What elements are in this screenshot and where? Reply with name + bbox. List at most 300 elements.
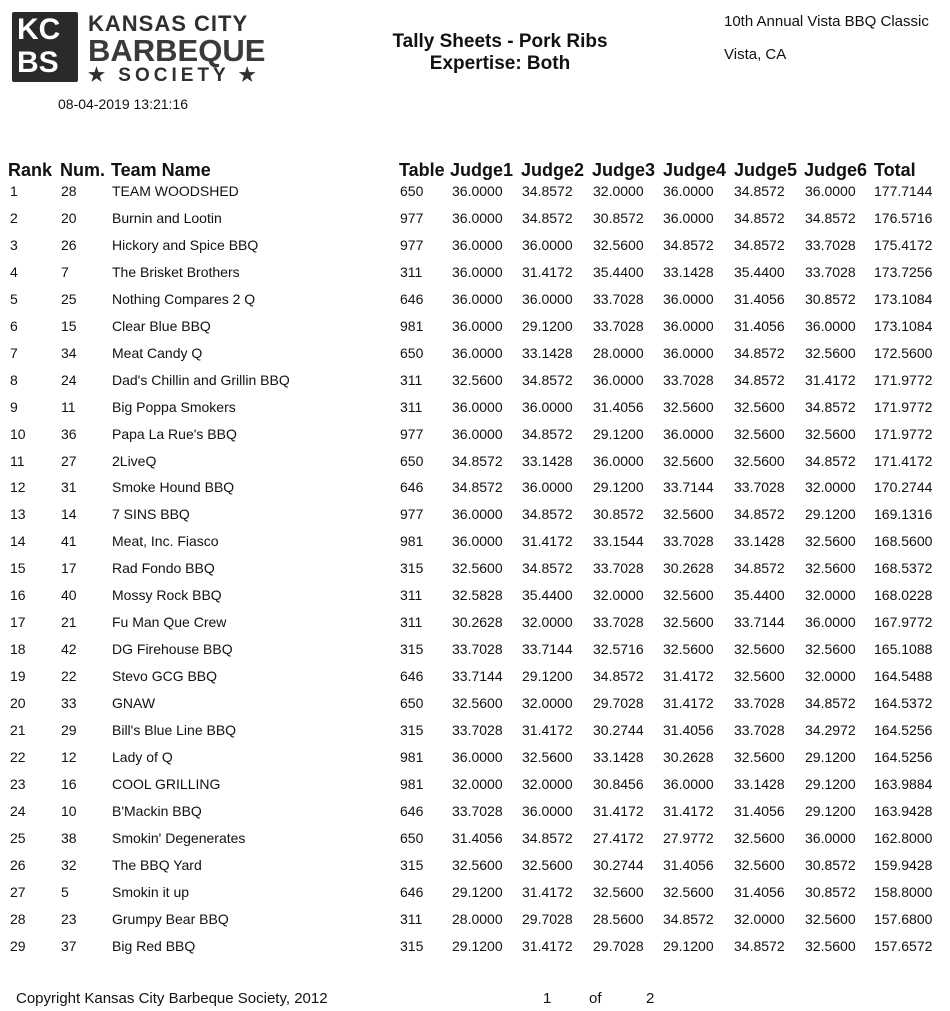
cell-judge3: 29.1200 [593,479,644,495]
cell-table: 650 [400,830,424,846]
cell-judge6: 32.5600 [805,533,856,549]
cell-judge6: 36.0000 [805,183,856,199]
cell-judge2: 33.1428 [522,453,573,469]
cell-judge6: 33.7028 [805,264,856,280]
cell-num: 12 [61,749,77,765]
cell-judge5: 33.7144 [734,614,785,630]
cell-rank: 9 [10,399,18,415]
cell-judge2: 32.0000 [522,614,573,630]
cell-judge3: 28.5600 [593,911,644,927]
cell-num: 29 [61,722,77,738]
cell-judge1: 36.0000 [452,506,503,522]
cell-team-name: 2LiveQ [112,453,157,469]
cell-total: 173.1084 [874,318,933,334]
cell-judge1: 36.0000 [452,237,503,253]
cell-table: 315 [400,560,424,576]
cell-rank: 8 [10,372,18,388]
cell-judge5: 32.0000 [734,911,785,927]
cell-judge6: 29.1200 [805,749,856,765]
cell-judge5: 33.1428 [734,533,785,549]
cell-judge4: 33.1428 [663,264,714,280]
cell-total: 164.5256 [874,722,933,738]
cell-judge4: 31.4172 [663,803,714,819]
cell-judge5: 35.4400 [734,587,785,603]
cell-judge3: 29.7028 [593,695,644,711]
cell-num: 5 [61,884,69,900]
cell-team-name: Bill's Blue Line BBQ [112,722,237,738]
cell-num: 7 [61,264,69,280]
cell-judge2: 34.8572 [522,830,573,846]
print-timestamp: 08-04-2019 13:21:16 [58,96,188,112]
cell-table: 646 [400,668,424,684]
cell-team-name: Meat, Inc. Fiasco [112,533,219,549]
cell-num: 24 [61,372,77,388]
cell-num: 33 [61,695,77,711]
cell-judge5: 34.8572 [734,938,785,954]
cell-table: 311 [400,399,423,415]
header-judge2: Judge2 [521,160,585,180]
cell-judge3: 29.7028 [593,938,644,954]
cell-rank: 21 [10,722,26,738]
cell-judge3: 33.7028 [593,318,644,334]
cell-judge2: 32.0000 [522,776,573,792]
cell-team-name: Hickory and Spice BBQ [112,237,259,253]
cell-table: 977 [400,506,424,522]
cell-judge1: 33.7144 [452,668,503,684]
cell-rank: 15 [10,560,26,576]
cell-rank: 22 [10,749,26,765]
cell-judge4: 32.5600 [663,884,714,900]
cell-judge3: 30.2744 [593,722,644,738]
cell-judge3: 34.8572 [593,668,644,684]
cell-judge6: 36.0000 [805,318,856,334]
cell-judge6: 33.7028 [805,237,856,253]
cell-rank: 1 [10,183,18,199]
cell-judge6: 36.0000 [805,830,856,846]
cell-team-name: Stevo GCG BBQ [112,668,218,684]
cell-judge4: 27.9772 [663,830,714,846]
cell-num: 11 [61,399,76,415]
cell-judge4: 36.0000 [663,345,714,361]
cell-judge2: 36.0000 [522,803,573,819]
cell-judge4: 36.0000 [663,210,714,226]
cell-judge4: 32.5600 [663,453,714,469]
cell-total: 162.8000 [874,830,933,846]
cell-num: 40 [61,587,77,603]
cell-table: 311 [400,264,423,280]
cell-table: 981 [400,776,424,792]
cell-table: 981 [400,533,424,549]
cell-judge6: 32.5600 [805,426,856,442]
cell-num: 17 [61,560,77,576]
cell-judge4: 32.5600 [663,399,714,415]
cell-judge4: 30.2628 [663,560,714,576]
cell-table: 650 [400,183,424,199]
cell-judge1: 29.1200 [452,884,503,900]
logo-line-2: BARBEQUE [88,33,266,68]
cell-table: 977 [400,237,424,253]
cell-judge2: 31.4172 [522,264,573,280]
cell-rank: 13 [10,506,26,522]
cell-table: 650 [400,453,424,469]
cell-judge2: 31.4172 [522,884,573,900]
cell-total: 169.1316 [874,506,933,522]
cell-team-name: DG Firehouse BBQ [112,641,233,657]
cell-judge4: 31.4056 [663,722,714,738]
cell-judge3: 30.2744 [593,857,644,873]
cell-judge3: 28.0000 [593,345,644,361]
cell-judge4: 31.4056 [663,857,714,873]
cell-judge2: 32.0000 [522,695,573,711]
cell-rank: 17 [10,614,26,630]
cell-total: 168.5372 [874,560,933,576]
header-rank: Rank [8,160,53,180]
cell-team-name: Smokin' Degenerates [112,830,246,846]
cell-judge5: 31.4056 [734,291,785,307]
title-category: Tally Sheets - Pork Ribs [392,31,608,52]
cell-judge5: 32.5600 [734,749,785,765]
cell-judge2: 33.1428 [522,345,573,361]
cell-num: 41 [61,533,77,549]
cell-judge6: 34.2972 [805,722,856,738]
cell-judge3: 30.8572 [593,506,644,522]
cell-judge2: 36.0000 [522,237,573,253]
cell-table: 646 [400,884,424,900]
cell-judge5: 34.8572 [734,237,785,253]
cell-judge1: 36.0000 [452,533,503,549]
cell-judge6: 34.8572 [805,453,856,469]
cell-rank: 23 [10,776,26,792]
cell-total: 165.1088 [874,641,933,657]
cell-judge2: 34.8572 [522,560,573,576]
cell-judge2: 29.1200 [522,668,573,684]
cell-rank: 14 [10,533,26,549]
cell-judge4: 32.5600 [663,641,714,657]
cell-rank: 19 [10,668,26,684]
cell-rank: 6 [10,318,18,334]
cell-judge5: 34.8572 [734,560,785,576]
cell-judge5: 32.5600 [734,426,785,442]
cell-judge3: 32.5600 [593,237,644,253]
cell-rank: 28 [10,911,26,927]
cell-judge3: 30.8572 [593,210,644,226]
cell-team-name: Nothing Compares 2 Q [112,291,256,307]
cell-num: 38 [61,830,77,846]
cell-rank: 7 [10,345,18,361]
cell-judge1: 33.7028 [452,803,503,819]
cell-table: 981 [400,749,424,765]
cell-judge3: 32.0000 [593,587,644,603]
cell-judge1: 32.5828 [452,587,503,603]
cell-judge6: 29.1200 [805,506,856,522]
cell-judge1: 30.2628 [452,614,503,630]
cell-team-name: Big Red BBQ [112,938,196,954]
cell-total: 168.5600 [874,533,933,549]
cell-judge5: 34.8572 [734,345,785,361]
cell-judge4: 30.2628 [663,749,714,765]
cell-judge6: 36.0000 [805,614,856,630]
cell-judge5: 34.8572 [734,506,785,522]
cell-num: 14 [61,506,77,522]
cell-total: 172.5600 [874,345,933,361]
logo-line-1: KANSAS CITY [88,11,249,36]
cell-rank: 11 [10,453,25,469]
cell-judge5: 32.5600 [734,399,785,415]
header-judge6: Judge6 [804,160,868,180]
cell-judge1: 32.5600 [452,857,503,873]
cell-table: 650 [400,345,424,361]
cell-judge1: 36.0000 [452,318,503,334]
cell-judge4: 36.0000 [663,426,714,442]
header-judge4: Judge4 [663,160,727,180]
cell-total: 175.4172 [874,237,933,253]
cell-judge3: 33.7028 [593,291,644,307]
cell-total: 171.9772 [874,399,933,415]
cell-table: 977 [400,426,424,442]
cell-rank: 27 [10,884,26,900]
cell-judge5: 32.5600 [734,830,785,846]
cell-judge1: 28.0000 [452,911,503,927]
header-judge1: Judge1 [450,160,514,180]
cell-judge3: 32.5716 [593,641,644,657]
cell-table: 650 [400,695,424,711]
cell-team-name: Rad Fondo BBQ [112,560,215,576]
event-name: 10th Annual Vista BBQ Classic [724,13,929,30]
cell-rank: 29 [10,938,26,954]
cell-total: 164.5256 [874,749,933,765]
cell-judge2: 34.8572 [522,372,573,388]
cell-total: 173.7256 [874,264,933,280]
cell-num: 27 [61,453,77,469]
cell-rank: 10 [10,426,26,442]
cell-judge2: 36.0000 [522,479,573,495]
cell-num: 26 [61,237,77,253]
cell-num: 23 [61,911,77,927]
cell-rank: 24 [10,803,26,819]
cell-judge2: 36.0000 [522,399,573,415]
header-judge3: Judge3 [592,160,656,180]
cell-judge3: 27.4172 [593,830,644,846]
cell-judge6: 32.5600 [805,560,856,576]
cell-total: 167.9772 [874,614,933,630]
cell-team-name: GNAW [112,695,156,711]
cell-judge2: 34.8572 [522,210,573,226]
cell-total: 171.9772 [874,426,933,442]
cell-rank: 12 [10,479,26,495]
cell-num: 21 [61,614,77,630]
cell-judge3: 29.1200 [593,426,644,442]
cell-judge4: 31.4172 [663,695,714,711]
cell-judge6: 32.0000 [805,587,856,603]
cell-rank: 16 [10,587,26,603]
cell-judge3: 33.1428 [593,749,644,765]
cell-judge1: 36.0000 [452,291,503,307]
cell-total: 176.5716 [874,210,933,226]
cell-team-name: Burnin and Lootin [112,210,222,226]
cell-judge2: 32.5600 [522,857,573,873]
cell-team-name: B'Mackin BBQ [112,803,202,819]
cell-rank: 3 [10,237,18,253]
kcbs-badge-icon [12,12,78,82]
cell-total: 157.6800 [874,911,933,927]
cell-judge6: 32.5600 [805,345,856,361]
cell-team-name: Big Poppa Smokers [112,399,236,415]
cell-total: 159.9428 [874,857,933,873]
cell-team-name: Clear Blue BBQ [112,318,211,334]
page-current: 1 [543,990,552,1007]
logo-line-3: ★ SOCIETY ★ [88,65,260,86]
cell-num: 15 [61,318,77,334]
cell-total: 173.1084 [874,291,933,307]
cell-judge4: 33.7028 [663,533,714,549]
cell-judge4: 36.0000 [663,318,714,334]
cell-num: 22 [61,668,77,684]
cell-num: 10 [61,803,77,819]
cell-judge3: 33.1544 [593,533,644,549]
cell-judge1: 36.0000 [452,426,503,442]
cell-judge6: 32.0000 [805,479,856,495]
cell-judge2: 34.8572 [522,506,573,522]
cell-judge2: 34.8572 [522,183,573,199]
cell-judge1: 32.5600 [452,372,503,388]
cell-table: 315 [400,938,424,954]
cell-judge4: 32.5600 [663,587,714,603]
cell-judge5: 31.4056 [734,318,785,334]
cell-total: 168.0228 [874,587,933,603]
cell-num: 25 [61,291,77,307]
cell-judge6: 30.8572 [805,857,856,873]
page-total: 2 [646,990,655,1007]
cell-judge1: 32.5600 [452,560,503,576]
cell-rank: 25 [10,830,26,846]
cell-num: 34 [61,345,77,361]
cell-judge5: 34.8572 [734,210,785,226]
cell-judge4: 33.7028 [663,372,714,388]
cell-judge2: 29.7028 [522,911,573,927]
cell-rank: 4 [10,264,18,280]
cell-team-name: The BBQ Yard [112,857,202,873]
cell-table: 646 [400,479,424,495]
cell-total: 163.9428 [874,803,933,819]
cell-team-name: TEAM WOODSHED [112,183,239,199]
cell-judge5: 31.4056 [734,884,785,900]
cell-team-name: Smoke Hound BBQ [112,479,235,495]
cell-judge6: 32.5600 [805,911,856,927]
cell-judge2: 31.4172 [522,722,573,738]
cell-judge5: 35.4400 [734,264,785,280]
cell-judge4: 34.8572 [663,237,714,253]
cell-judge2: 36.0000 [522,291,573,307]
header-team-name: Team Name [111,160,211,180]
event-location: Vista, CA [724,46,787,63]
cell-judge4: 29.1200 [663,938,714,954]
cell-num: 16 [61,776,77,792]
cell-total: 164.5488 [874,668,933,684]
cell-table: 981 [400,318,424,334]
cell-judge4: 36.0000 [663,183,714,199]
cell-total: 157.6572 [874,938,933,954]
cell-judge4: 34.8572 [663,911,714,927]
cell-num: 28 [61,183,77,199]
cell-judge5: 31.4056 [734,803,785,819]
header-judge5: Judge5 [734,160,798,180]
cell-judge1: 33.7028 [452,722,503,738]
cell-judge4: 33.7144 [663,479,714,495]
cell-judge3: 36.0000 [593,372,644,388]
page-of-label: of [589,990,602,1007]
cell-total: 170.2744 [874,479,933,495]
cell-judge2: 29.1200 [522,318,573,334]
cell-table: 311 [400,587,423,603]
cell-judge4: 32.5600 [663,614,714,630]
cell-judge5: 33.7028 [734,479,785,495]
cell-table: 646 [400,803,424,819]
cell-judge4: 32.5600 [663,506,714,522]
cell-judge3: 32.0000 [593,183,644,199]
cell-team-name: Meat Candy Q [112,345,203,361]
cell-judge3: 32.5600 [593,884,644,900]
cell-num: 37 [61,938,77,954]
cell-team-name: Mossy Rock BBQ [112,587,222,603]
cell-judge6: 30.8572 [805,291,856,307]
cell-rank: 2 [10,210,18,226]
cell-judge3: 33.7028 [593,560,644,576]
cell-judge1: 36.0000 [452,210,503,226]
cell-judge2: 35.4400 [522,587,573,603]
report-title [360,31,640,75]
cell-judge1: 36.0000 [452,399,503,415]
cell-team-name: Dad's Chillin and Grillin BBQ [112,372,290,388]
cell-num: 42 [61,641,77,657]
cell-judge1: 34.8572 [452,453,503,469]
cell-judge5: 33.1428 [734,776,785,792]
cell-judge1: 32.5600 [452,695,503,711]
cell-judge6: 29.1200 [805,803,856,819]
cell-table: 977 [400,210,424,226]
cell-team-name: The Brisket Brothers [112,264,240,280]
header-total: Total [874,160,916,180]
cell-judge6: 29.1200 [805,776,856,792]
cell-num: 20 [61,210,77,226]
cell-table: 311 [400,372,423,388]
cell-judge5: 34.8572 [734,372,785,388]
cell-judge2: 33.7144 [522,641,573,657]
cell-judge3: 31.4172 [593,803,644,819]
cell-judge6: 32.5600 [805,641,856,657]
badge-top-text: KC [17,13,61,46]
copyright-text: Copyright Kansas City Barbeque Society, 2012 [16,990,328,1007]
cell-judge1: 31.4056 [452,830,503,846]
cell-total: 171.4172 [874,453,933,469]
cell-judge2: 32.5600 [522,749,573,765]
logo-wordmark [88,12,288,86]
cell-judge2: 31.4172 [522,938,573,954]
cell-table: 311 [400,614,423,630]
badge-bottom-text: BS [17,46,59,79]
cell-table: 315 [400,722,424,738]
cell-judge3: 33.7028 [593,614,644,630]
cell-judge6: 30.8572 [805,884,856,900]
cell-table: 646 [400,291,424,307]
cell-judge3: 31.4056 [593,399,644,415]
cell-judge1: 34.8572 [452,479,503,495]
cell-team-name: Lady of Q [112,749,173,765]
cell-judge3: 36.0000 [593,453,644,469]
cell-judge6: 31.4172 [805,372,856,388]
cell-total: 163.9884 [874,776,933,792]
cell-judge1: 36.0000 [452,183,503,199]
cell-judge5: 32.5600 [734,668,785,684]
